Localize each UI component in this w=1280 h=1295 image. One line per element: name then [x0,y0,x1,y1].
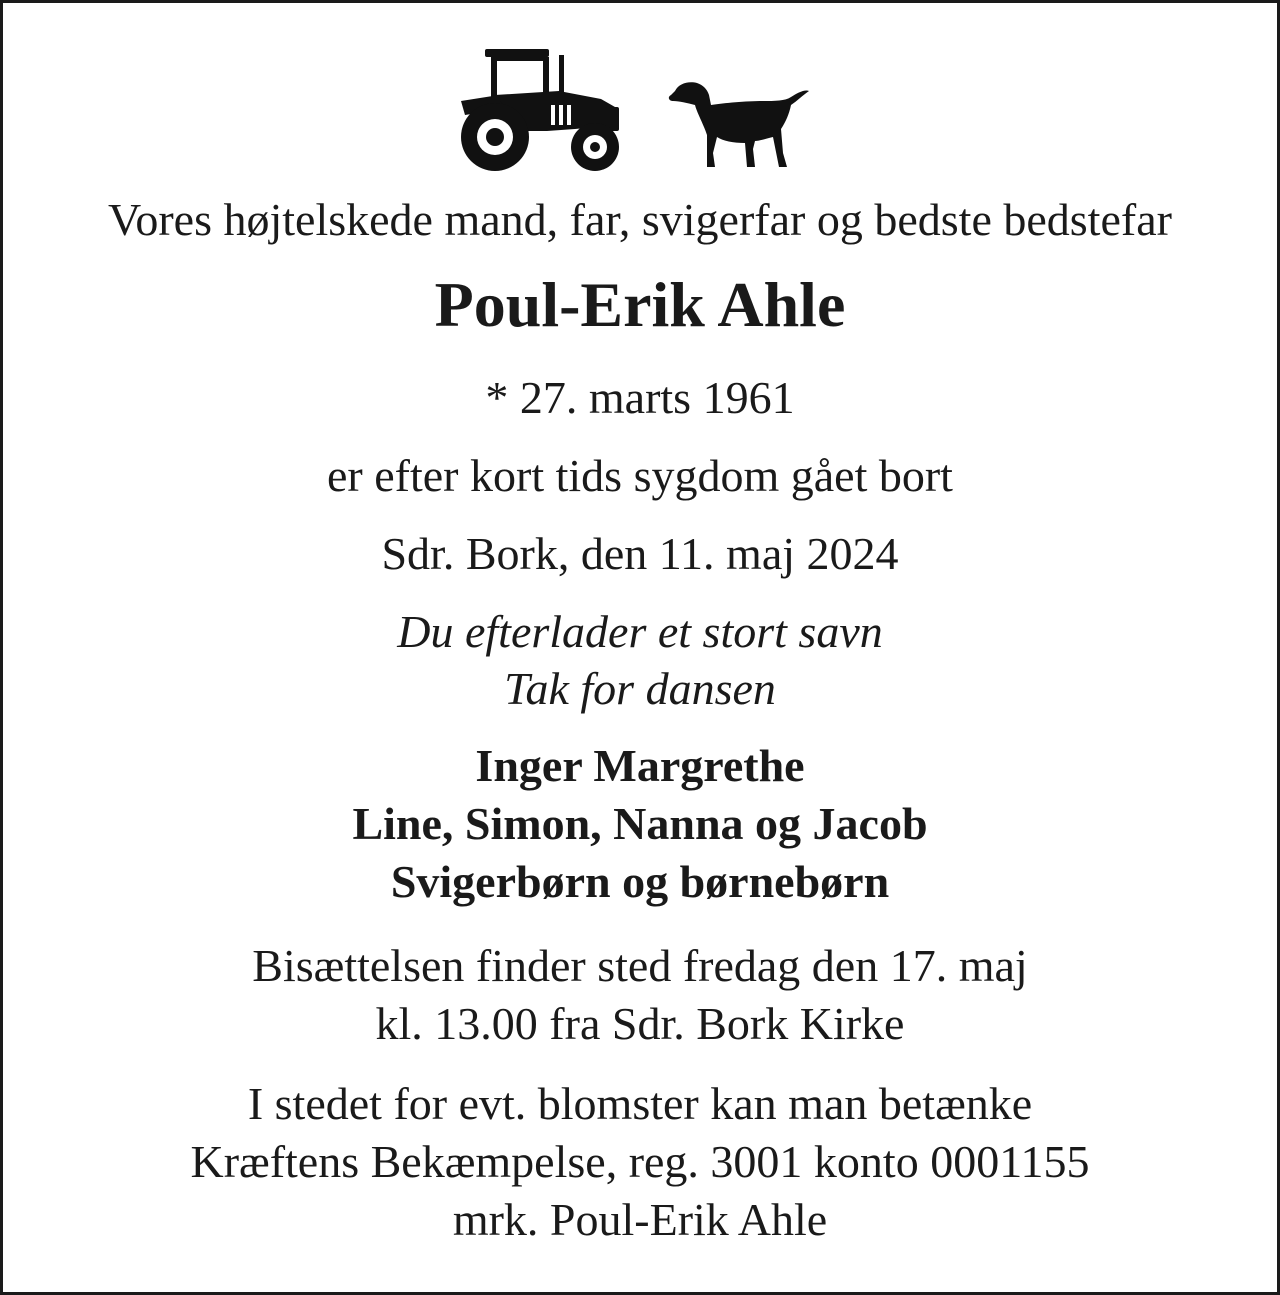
family-line: Svigerbørn og børnebørn [390,856,890,907]
donation-note: Kræftens Bekæmpelse, reg. 3001 konto 0001155 [190,1136,1090,1187]
donation-note: I stedet for evt. blomster kan man betænke [247,1078,1033,1129]
verse-line: Tak for dansen [504,663,776,714]
dog-icon [667,79,811,171]
tractor-icon [455,45,627,173]
intro-line: Vores højtelskede mand, far, svigerfar og bedste bedstefar [108,194,1172,245]
family-line: Line, Simon, Nanna og Jacob [352,798,928,849]
donation-note: mrk. Poul-Erik Ahle [452,1194,828,1245]
header-icons [3,43,1277,173]
deceased-name: Poul-Erik Ahle [434,269,846,340]
funeral-details: kl. 13.00 fra Sdr. Bork Kirke [375,998,905,1049]
family-line: Inger Margrethe [475,740,805,791]
birth-date: * 27. marts 1961 [485,372,795,423]
passing-statement: er efter kort tids sygdom gået bort [327,450,953,501]
funeral-details: Bisættelsen finder sted fredag den 17. maj [252,940,1028,991]
place-date: Sdr. Bork, den 11. maj 2024 [381,528,899,579]
verse-line: Du efterlader et stort savn [397,606,883,657]
